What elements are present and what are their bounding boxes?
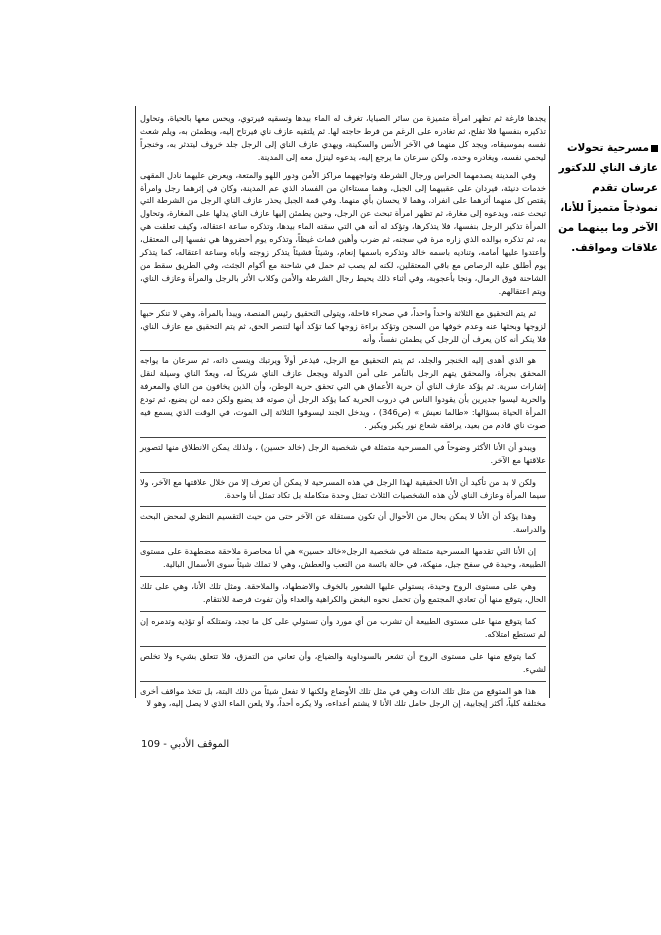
divider: [140, 350, 546, 351]
paragraph: إن الأنا التي تقدمها المسرحية متمثلة في شخصية الرجل«خالد حسين» هي أنا محاصرة ملاحقة مضطهدة على مستوى الطبيعة، وحيدة في سفح جبل، منهكة، في حالة بائسة من التعب والعطش، وهي لا تملك شيئاً سوى الأسمال البالية.: [140, 546, 546, 570]
divider: [140, 646, 546, 647]
paragraph: وفي المدينة يصدمهما الحراس ورجال الشرطة وتواجههما مراكز الأمن ودور اللهو والمتعة، ويعرض عليهما نادل المقهى خدمات دنيئة، فيردان على عقبيهما إلى الجبل، وهما مستاءان من الفساد الذي عم المدينة، وكان في إثرهما رجل وامرأة يقتص كل منهما أثرهما على انفراد، وهما لا يحسان بأي منهما. وفي قمة الجبل يحذر عازف الناي الرجل من الشرطة التي تبحث عنه، ويدعوه إلى مغارة، ثم تظهر امرأة تبحث عن الرجل، وحين يطمئن إليها عازف الناي يدلها على المغارة، وتحاول المرأة تذكير الرجل بنفسها، فلا يتذكرها، وتؤكد له أنه هي التي سقته الماء بيدها، وتذكره ساعة اعتقاله، وكيف تعلقت هي به، ثم تذكره بوالده الذي زاره مرة في سجنه، ثم ضرب وأهين فمات غيظاً، وتذكره يوم أحضروها هي نفسها إلى المعتقل، وأعتدوا عليها أمامه، وتناديه باسمه خالد وتذكره باسمها إنعام، وشيئاً فشيئاً يتذكر زوجته وأباه وساعة اعتقاله، كما يتذكر يوم أطلق عليه الرصاص مع باقي المعتقلين، لكنه لم يصب ثم حمل في شاحنة مع أكوام الجثث، وفي الطريق سقط من الشاحنة فوق الرمال، ونجا بأعجوبة، وفي أثناء ذلك يحيط رجال الشرطة والأمن وكلاب الأثر بالرجل والمرأة وعازف الناي، ويتم اعتقالهم.: [140, 169, 546, 296]
paragraph: هذا هو المتوقع من مثل تلك الذات وهي في مثل تلك الأوضاع ولكنها لا تفعل شيئاً من ذلك البتة، بل تتخذ مواقف أخرى مختلفة كلياً، أكثر إيجابية، إن الرجل حامل تلك الأنا لا يشتم أعداءه، ولا يكره أحداً، ولا يلعن الماء الذي لا يصل إليه، وهو لا: [140, 685, 546, 709]
paragraph: ثم يتم التحقيق مع الثلاثة واحداً واحداً، في صحراء قاحلة، ويتولى التحقيق رئيس المنصة، ويبدأ بالمرأة، وهي لا تنكر حبها لزوجها وبحثها عنه وعدم خوفها من السجن وتؤكد براءة زوجها كما تؤكد أنها لتنصر الحق، ثم يتم التحقيق مع عازف الناي، فلا ينكر أنه كان يعرف أن للرجل كي يطمئن نفساً، وأنه: [140, 307, 546, 344]
article-body: [140, 112, 546, 710]
paragraph: كما يتوقع منها على مستوى الروح أن تشعر بالسوداوية والضياع، وأن تعاني من التمزق، فلا تتعلق بشيء ولا تخلص لشيء.: [140, 650, 546, 674]
paragraph: ولكن لا بد من تأكيد أن الأنا الحقيقية لهذا الرجل في هذه المسرحية لا يمكن أن تعرف إلا من خلال علاقتها مع الآخر، ولا سيما المرأة وعازف الناي لأن هذه الشخصيات الثلاث تمثل وحدة متكاملة بل تكاد تمثل أنا واحدة.: [140, 476, 546, 500]
divider: [140, 611, 546, 612]
sidebar-pull-quote: [556, 138, 658, 258]
divider: [140, 541, 546, 542]
paragraph: كما يتوقع منها على مستوى الطبيعة أن تشرب من أي مورد وأن تستولي على كل ما تجد، وتمتلكه أو تؤذيه وتدمره إن لم تستطع امتلاكه.: [140, 615, 546, 639]
page-footer: الموقف الأدبي - 109: [141, 739, 230, 750]
divider: [140, 303, 546, 304]
divider: [140, 576, 546, 577]
square-bullet-icon: [651, 145, 658, 152]
pull-quote-text: مسرحية تحولات عازف الناي للدكتور عرسان تقدم نموذجاً متميزاً للأنا، الآخر وما بينهما من علاقات ومواقف.: [558, 142, 658, 254]
paragraph: ويبدو أن الأنا الأكثر وضوحاً في المسرحية متمثلة في شخصية الرجل (خالد حسين) ، ولذلك يمكن الانطلاق منها لتصوير علاقتها مع الآخر.: [140, 441, 546, 465]
divider: [140, 506, 546, 507]
column-left-rule: [135, 106, 136, 698]
divider: [140, 472, 546, 473]
divider: [140, 437, 546, 438]
paragraph: هو الذي أهدى إليه الخنجر والجلد، ثم يتم التحقيق مع الرجل، فيذعر أولاً ويرتبك وينسى ذاته، ثم سرعان ما يواجه المحقق بجرأة، والمحقق يتهم الرجل بالتآمر على أمن الدولة ويجعل عازف الناي شريكاً له، ويعدّ الناي وسيلة لنقل إشارات سرية. ثم يؤكد عازف الناي أن حرية الأعماق هي التي تحقق حرية الوطن، وأن الذين يخافون من الناي والمعرفة والحرية ليسوا جديرين بأن يقودوا الناس في دروب الحرية كما يؤكد الرجل أن صوته قد يضيع ولكن دمه لن يضيع، ثم تودع المرأة الحياة بسؤالها: «طالما نعيش » (ص346) ، ويدخل الجند ليسوقوا الثلاثة إلى الموت، في الوقت الذي يسمع فيه صوت ناي قادم من بعيد، يرافقه شعاع نور يكبر ويكبر .: [140, 355, 546, 430]
divider: [140, 681, 546, 682]
paragraph: يجدها فارغة ثم تظهر امرأة متميزة من سائر الصبايا، تغرف له الماء بيدها وتسقيه فيرتوي، ويحس معها بالحياة، وتحاول تذكيره بنفسها فلا تفلح، ثم تغادره على الرغم من فرط حاجته لها. ثم يلتقيه عازف ناي فيرتاح إليه، ويطمئن به، ويلم شعث نفسه بموسيقاه، ويجد كل منهما في الآخر الأنس والسكينة، ويهدي عازف الناي إلى الرجل جلد خروف ليتدثر به، وخنجراً ليحمي نفسه، ويغادره وحده، ولكن سرعان ما يرجع إليه، يدعوه لينزل معه إلى المدينة.: [140, 113, 546, 162]
paragraph: وهي على مستوى الروح وحيدة، يستولي عليها الشعور بالخوف والاضطهاد، والملاحقة. ومثل تلك الأنا، وهي على تلك الحال، يتوقع منها أن تعادي المجتمع وأن تحمل نحوه البغض والكراهية والعداء وأن تفوت فرصة للانتقام.: [140, 581, 546, 604]
paragraph: وهذا يؤكد أن الأنا لا يمكن بحال من الأحوال أن تكون مستقلة عن الآخر حتى من حيث التقسيم النظري لمحض البحث والدراسة.: [140, 511, 546, 535]
column-right-rule: [549, 106, 550, 698]
